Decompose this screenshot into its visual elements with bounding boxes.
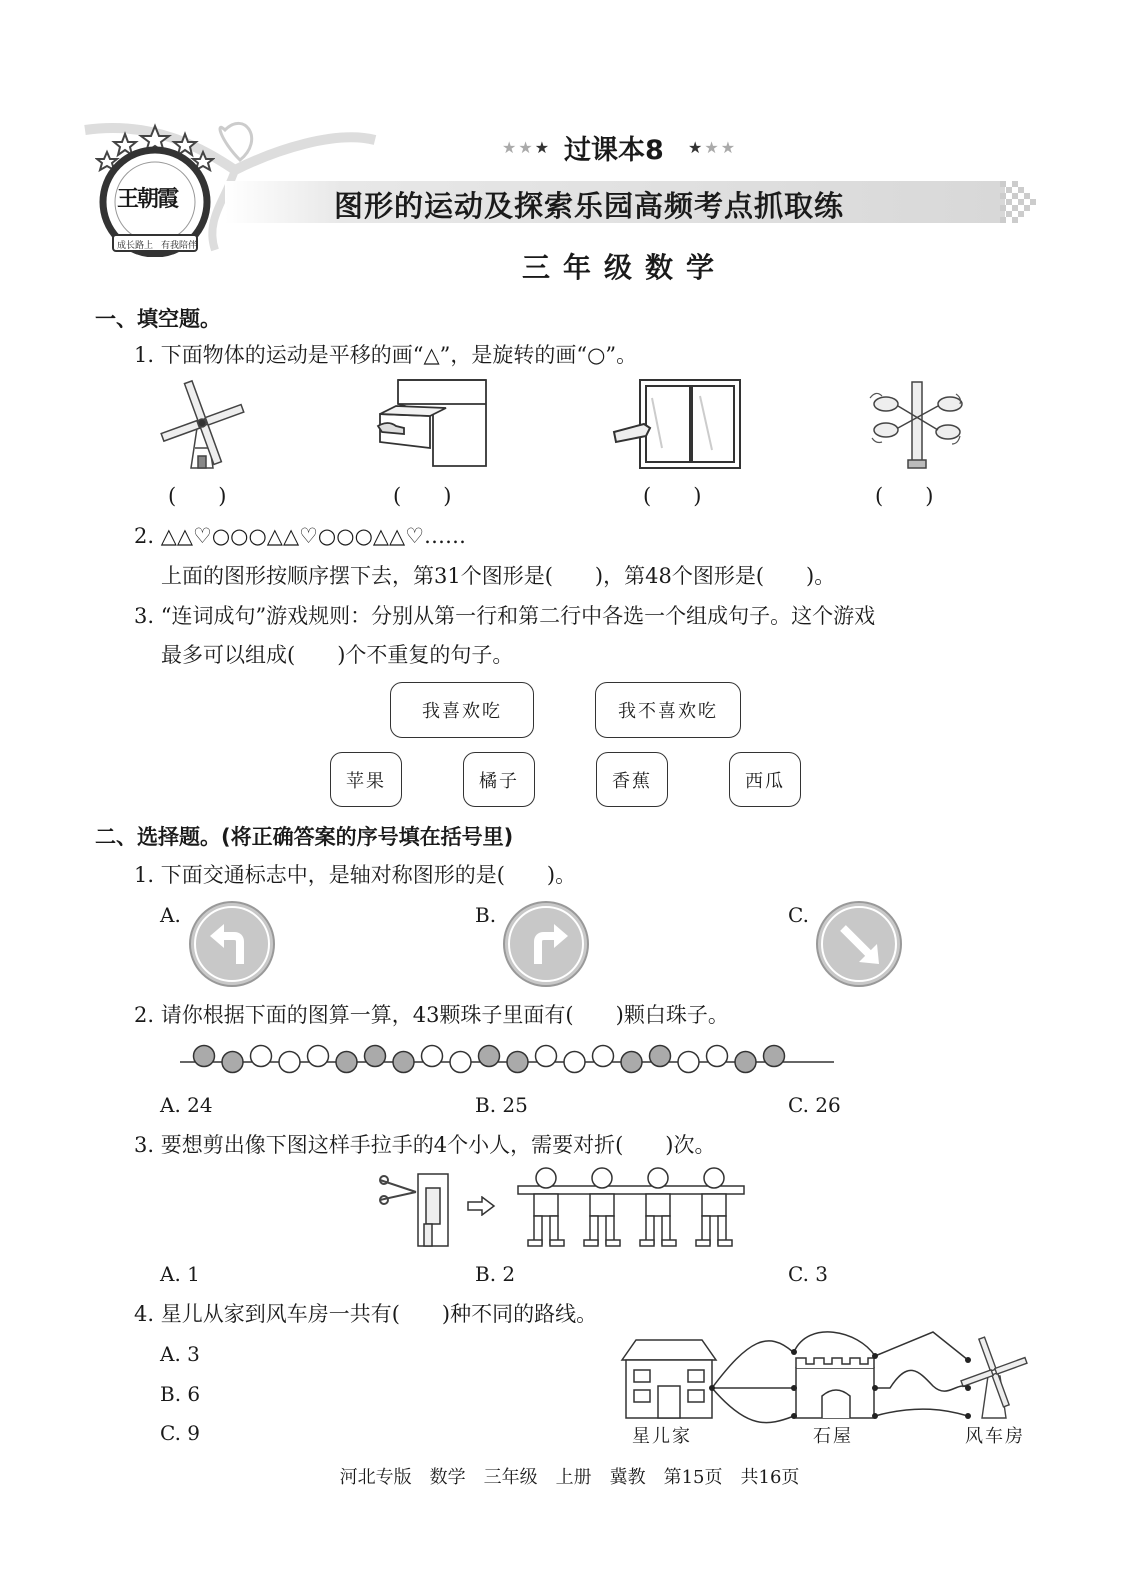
white-bead xyxy=(678,1052,699,1073)
folded-paper-icon xyxy=(376,1170,456,1250)
white-bead xyxy=(308,1046,329,1067)
q1-blank-1[interactable]: ( ) xyxy=(168,484,227,508)
s2-q1-option-c[interactable]: C. xyxy=(788,903,809,927)
gray-bead xyxy=(393,1052,414,1073)
word-box-row1-2: 我不喜欢吃 xyxy=(595,682,741,738)
paper-people-icon xyxy=(516,1166,746,1252)
s2-q1-text: 1. 下面交通标志中，是轴对称图形的是( )。 xyxy=(134,863,577,887)
turn-right-sign-icon xyxy=(502,900,590,988)
label-home: 星儿家 xyxy=(632,1426,692,1447)
checker-decoration xyxy=(1000,181,1036,223)
gray-bead xyxy=(194,1046,215,1067)
s1-q1-text: 1. 下面物体的运动是平移的画“△”，是旋转的画“○”。 xyxy=(134,343,638,367)
q1-blank-4[interactable]: ( ) xyxy=(875,484,934,508)
gray-bead xyxy=(479,1046,500,1067)
s1-q2-text: 上面的图形按顺序摆下去，第31个图形是( )，第48个图形是( )。 xyxy=(161,564,836,588)
s1-q3-line1: 3. “连词成句”游戏规则：分别从第一行和第二行中各选一个组成句子。这个游戏 xyxy=(134,604,876,628)
series-stars-left: ★★★ xyxy=(502,138,552,157)
s1-q2-sequence: 2. △△♡○○○△△♡○○○△△♡…… xyxy=(134,524,467,548)
word-box-row2-3: 香蕉 xyxy=(596,752,668,807)
word-box-row2-2: 橘子 xyxy=(463,752,535,807)
series-label: 过课本8 xyxy=(564,135,664,166)
page-title: 图形的运动及探索乐园高频考点抓取练 xyxy=(334,189,845,223)
down-right-sign-icon xyxy=(815,900,903,988)
white-bead xyxy=(450,1052,471,1073)
s2-q4-text: 4. 星儿从家到风车房一共有( )种不同的路线。 xyxy=(134,1302,598,1326)
white-bead xyxy=(593,1046,614,1067)
s2-q2-option-b[interactable]: B. 25 xyxy=(475,1093,528,1117)
s2-q3-option-b[interactable]: B. 2 xyxy=(475,1262,516,1286)
page-footer: 河北专版 数学 三年级 上册 冀教 第15页 共16页 xyxy=(339,1467,800,1488)
s2-q2-option-a[interactable]: A. 24 xyxy=(160,1093,213,1117)
gray-bead xyxy=(507,1052,528,1073)
bead-string xyxy=(178,1040,838,1080)
sliding-window-icon xyxy=(612,378,742,470)
gray-bead xyxy=(365,1046,386,1067)
turn-left-sign-icon xyxy=(188,900,276,988)
s2-q1-option-a[interactable]: A. xyxy=(160,903,181,927)
section2-heading: 二、选择题。(将正确答案的序号填在括号里) xyxy=(95,825,514,849)
gray-bead xyxy=(222,1052,243,1073)
s2-q2-option-c[interactable]: C. 26 xyxy=(788,1093,841,1117)
white-bead xyxy=(707,1046,728,1067)
s2-q3-option-a[interactable]: A. 1 xyxy=(160,1262,200,1286)
gray-bead xyxy=(735,1052,756,1073)
word-box-row1-1: 我喜欢吃 xyxy=(390,682,534,738)
word-box-row2-4: 西瓜 xyxy=(729,752,801,807)
gray-bead xyxy=(336,1052,357,1073)
drawer-icon xyxy=(368,376,488,472)
gray-bead xyxy=(621,1052,642,1073)
logo-slogan-left: 成长路上 xyxy=(117,241,154,251)
section1-heading: 一、填空题。 xyxy=(95,307,221,331)
stone-house-icon xyxy=(796,1358,874,1418)
series-stars-right: ★★★ xyxy=(688,138,738,157)
windmill-house-icon xyxy=(950,1330,1038,1418)
gray-bead xyxy=(650,1046,671,1067)
q1-blank-2[interactable]: ( ) xyxy=(393,484,452,508)
white-bead xyxy=(536,1046,557,1067)
s2-q4-option-a[interactable]: A. 3 xyxy=(160,1342,200,1366)
white-bead xyxy=(564,1052,585,1073)
arrow-right-icon xyxy=(466,1196,496,1216)
label-stone-house: 石屋 xyxy=(813,1426,853,1447)
s2-q4-option-b[interactable]: B. 6 xyxy=(160,1382,201,1406)
q1-blank-3[interactable]: ( ) xyxy=(643,484,702,508)
gray-bead xyxy=(764,1046,785,1067)
s1-q3-line2: 最多可以组成( )个不重复的句子。 xyxy=(161,643,514,667)
s2-q2-text: 2. 请你根据下面的图算一算，43颗珠子里面有( )颗白珠子。 xyxy=(134,1003,729,1027)
label-windmill-house: 风车房 xyxy=(965,1426,1025,1447)
s2-q3-option-c[interactable]: C. 3 xyxy=(788,1262,829,1286)
windmill-icon xyxy=(155,378,250,470)
word-box-row2-1: 苹果 xyxy=(330,752,402,807)
white-bead xyxy=(251,1046,272,1067)
subject-title: 三年级数学 xyxy=(522,251,728,284)
white-bead xyxy=(422,1046,443,1067)
logo-brand-name: 王朝霞 xyxy=(117,186,178,212)
house-icon xyxy=(622,1340,716,1418)
route-map xyxy=(618,1330,1038,1425)
s2-q3-text: 3. 要想剪出像下图这样手拉手的4个小人，需要对折( )次。 xyxy=(134,1133,716,1157)
logo-slogan-right: 有我陪伴 xyxy=(161,241,198,251)
spinning-toy-icon xyxy=(868,378,968,470)
s2-q4-option-c[interactable]: C. 9 xyxy=(160,1421,201,1445)
s2-q1-option-b[interactable]: B. xyxy=(475,903,497,927)
white-bead xyxy=(279,1052,300,1073)
